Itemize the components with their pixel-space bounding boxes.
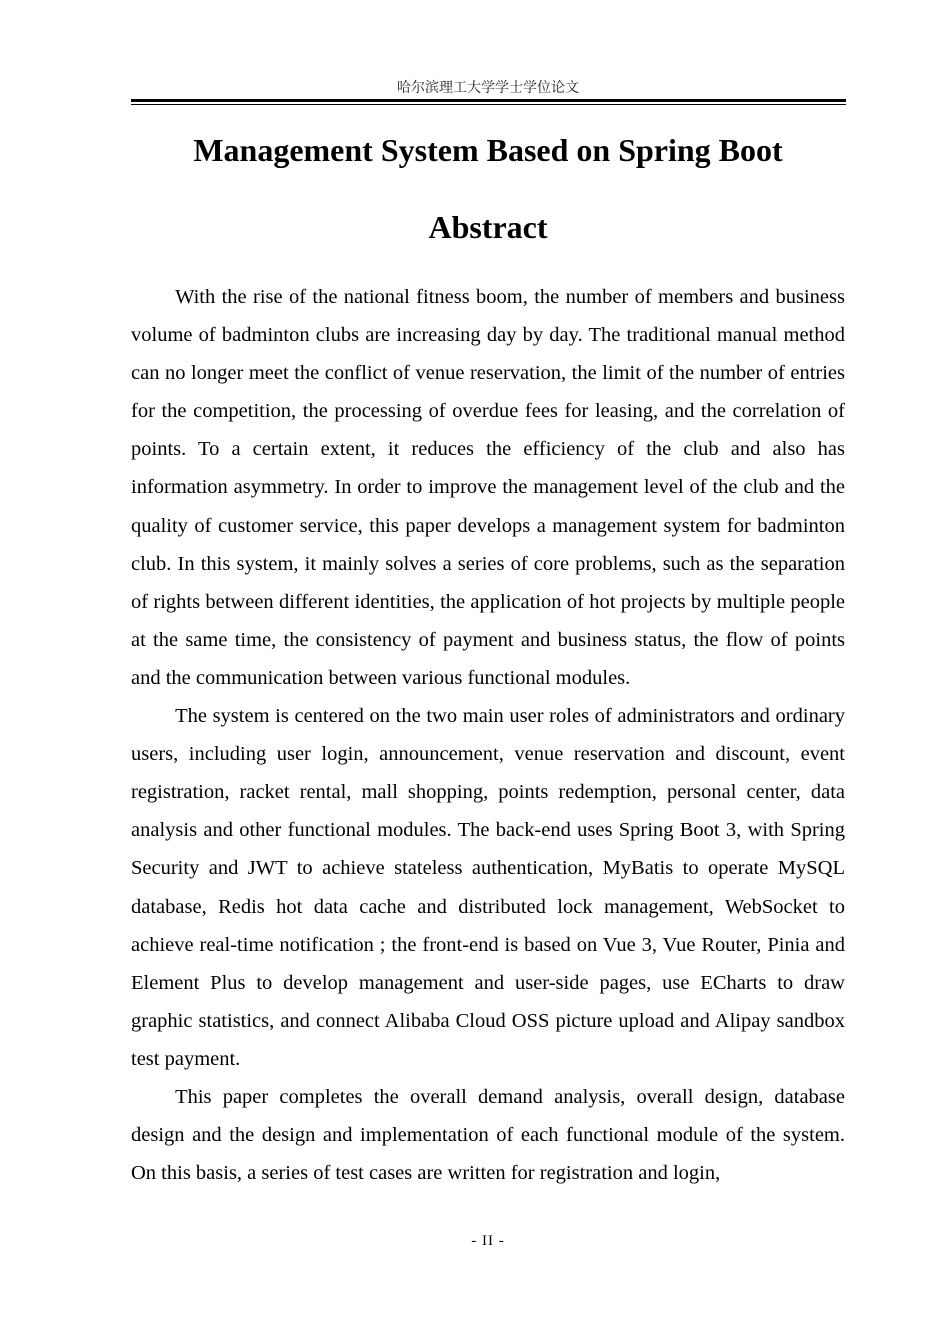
abstract-paragraph-2: The system is centered on the two main user roles of administrators and ordinary users, including user login, announcement, venue reservation and discount, event registration, racket rental, mall shopping, points redemption, personal center, data analysis and other functional modules. The back-end uses Spring Boot 3, with Spring Security and JWT to achieve stateless authentication, MyBatis to operate MySQL database, Redis hot data cache and distributed lock management, WebSocket to achieve real-time notification ; the front-end is based on Vue 3, Vue Router, Pinia and Element Plus to develop management and user-side pages, use ECharts to draw graphic statistics, and connect Alibaba Cloud OSS picture upload and Alipay sandbox test payment.	[131, 705, 845, 1070]
header-rule-thick	[131, 99, 846, 102]
abstract-paragraph-1: With the rise of the national fitness boom, the number of members and business volume of badminton clubs are increasing day by day. The traditional manual method can no longer meet the conflict of venue reservation, the limit of the number of entries for the competition, the processing of overdue fees for leasing, and the correlation of points. To a certain extent, it reduces the efficiency of the club and also has information asymmetry. In order to improve the management level of the club and the quality of customer service, this paper develops a management system for badminton club. In this system, it mainly solves a series of core problems, such as the separation of rights between different identities, the application of hot projects by multiple people at the same time, the consistency of payment and business status, the flow of points and the communication between various functional modules.	[131, 286, 845, 689]
abstract-body	[131, 278, 845, 1192]
page-number: - II -	[471, 1233, 505, 1249]
running-header: 哈尔滨理工大学学士学位论文	[397, 80, 579, 96]
abstract-paragraph-3: This paper completes the overall demand analysis, overall design, database design and the design and implementation of each functional module of the system. On this basis, a series of test cases are written for registration and login,	[131, 1085, 845, 1185]
abstract-heading: Abstract	[428, 209, 548, 245]
thesis-title: Management System Based on Spring Boot	[193, 132, 783, 168]
header-rule-thin	[131, 104, 846, 105]
